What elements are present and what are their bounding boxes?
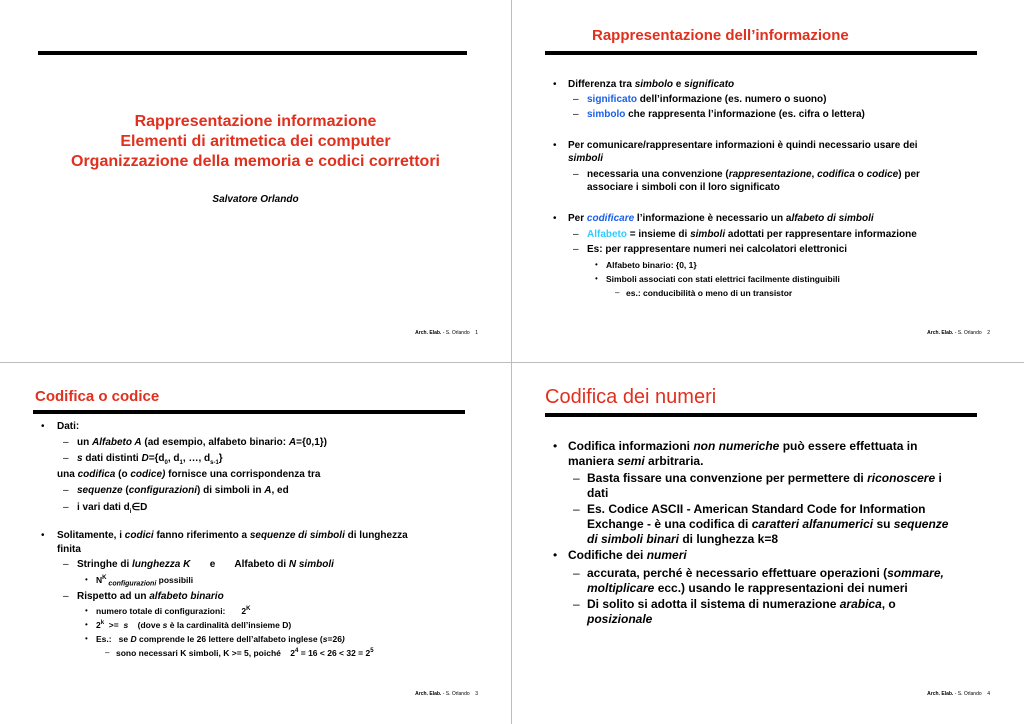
bullet: • xyxy=(553,213,557,224)
sub-text: Alfabeto = insieme di simboli adottati per rappresentare informazione xyxy=(587,229,917,240)
title-rule xyxy=(38,51,467,55)
sub-text: Es. Codice ASCII - American Standard Code for Information xyxy=(587,502,926,516)
page-number: 2 xyxy=(987,330,990,336)
slide-body xyxy=(0,363,511,724)
sub-text: Rispetto ad un alfabeto binario xyxy=(77,591,224,602)
sub-sub-text: Alfabeto binario: {0, 1} xyxy=(606,260,697,270)
sub-sub-text: Es.: se D comprende le 26 lettere dell’alfabeto inglese (s=26) xyxy=(96,634,345,644)
sub-text: Es: per rappresentare numeri nei calcolatori elettronici xyxy=(587,244,848,255)
footer xyxy=(927,691,990,697)
sub-text-cont: dati xyxy=(587,486,609,500)
sub-text: sequenze (configurazioni) di simboli in A, ed xyxy=(77,485,289,496)
dash: – xyxy=(573,471,580,485)
bullet-text-cont: simboli xyxy=(568,153,604,164)
sub-text: significato dell’informazione (es. numero o suono) xyxy=(587,94,827,105)
sub-sub-text: Simboli associati con stati elettrici facilmente distinguibili xyxy=(606,274,840,284)
dash: – xyxy=(63,502,69,513)
dash: – xyxy=(63,591,69,602)
slide-body xyxy=(512,363,1023,724)
bullet: • xyxy=(553,439,558,453)
sub-text: Di solito si adotta il sistema di numerazione arabica, o xyxy=(587,597,896,611)
bullet: • xyxy=(41,530,45,541)
dash: – xyxy=(573,229,579,240)
page-number: 1 xyxy=(475,330,478,336)
footer-author: - S. Orlando xyxy=(954,330,982,336)
sub-text-cont: posizionale xyxy=(587,612,653,626)
slide-3 xyxy=(0,363,511,724)
slide-2 xyxy=(512,0,1023,361)
bullet-text: Per comunicare/rappresentare informazioni è quindi necessario usare dei xyxy=(568,140,918,151)
dash: – xyxy=(63,453,69,464)
bullet: • xyxy=(553,140,557,151)
sub-sub-sub-text: es.: conducibilità o meno di un transistor xyxy=(626,288,793,298)
sub-sub-text: 2$^k$ >= s (dove s è la cardinalità dell’insieme D) xyxy=(96,620,292,630)
bullet-text: Per codificare l’informazione è necessario un alfabeto di simboli xyxy=(568,213,874,224)
page-number: 3 xyxy=(475,691,478,697)
sub-text: Basta fissare una convenzione per permettere di riconoscere i xyxy=(587,471,942,485)
footer xyxy=(927,330,990,336)
sub-sub-sub-text: sono necessari K simboli, K >= 5, poiché $2^4 = 16 < 26 < 32 = 2^5$ xyxy=(116,648,374,658)
slide-4 xyxy=(512,363,1023,724)
bullet-text: Dati: xyxy=(57,421,80,432)
title-block xyxy=(0,112,511,172)
footer xyxy=(415,691,478,697)
bullet: • xyxy=(41,421,45,432)
dash: – xyxy=(573,94,579,105)
bullet-text: Codifica informazioni non numeriche può essere effettuata in xyxy=(568,439,918,453)
footer-author: - S. Orlando xyxy=(442,330,470,336)
sub-text: simbolo che rappresenta l’informazione (es. cifra o lettera) xyxy=(587,109,865,120)
bullet: • xyxy=(595,260,598,269)
bullet-text-cont: finita xyxy=(57,544,81,555)
footer-author: - S. Orlando xyxy=(442,691,470,697)
sub-text: Stringhe di lunghezza K e Alfabeto di N simboli xyxy=(77,559,334,570)
dash: – xyxy=(573,502,580,516)
sub-text: s dati distinti $D=\{d_0$, $d_1$, …, $d_{s-1}$} xyxy=(77,453,223,466)
footer-author: - S. Orlando xyxy=(954,691,982,697)
sub-sub-text: $N^K$ $_{configurazioni}$ possibili xyxy=(96,575,194,588)
footer-course: Arch. Elab. xyxy=(415,691,442,697)
dash: – xyxy=(105,648,110,657)
title-line-3: Organizzazione della memoria e codici correttori xyxy=(71,153,440,170)
sub-text: necessaria una convenzione (rappresentazione, codifica o codice) per xyxy=(587,169,920,180)
bullet-text: Differenza tra simbolo e significato xyxy=(568,79,735,90)
page-number: 4 xyxy=(987,691,990,697)
bullet: • xyxy=(595,274,598,283)
sub-text-cont: Exchange - è una codifica di caratteri alfanumerici su sequenze xyxy=(587,517,949,531)
bullet-text: Codifiche dei numeri xyxy=(568,548,687,562)
bullet-text-cont: maniera semi arbitraria. xyxy=(568,454,704,468)
bullet: • xyxy=(85,634,88,643)
dash: – xyxy=(573,566,580,580)
bullet: • xyxy=(553,548,558,562)
dash: – xyxy=(573,109,579,120)
text-line: una codifica (o codice) fornisce una corrispondenza tra xyxy=(57,469,321,480)
sub-text-cont: moltiplicare ecc.) usando le rappresentazioni dei numeri xyxy=(587,581,908,595)
dash: – xyxy=(615,288,620,297)
dash: – xyxy=(573,244,579,255)
sub-sub-text: numero totale di configurazioni: $2^K$ xyxy=(96,606,251,616)
sub-text-cont: di simboli binari di lunghezza k=8 xyxy=(587,532,779,546)
title-line-1: Rappresentazione informazione xyxy=(134,113,377,130)
sub-text: accurata, perché è necessario effettuare operazioni (sommare, xyxy=(587,566,944,580)
sub-text: i vari dati $d_i\in D$ xyxy=(77,502,148,515)
title-line-2: Elementi di aritmetica dei computer xyxy=(120,133,391,150)
footer-course: Arch. Elab. xyxy=(927,691,954,697)
bullet-text: Solitamente, i codici fanno riferimento a sequenze di simboli di lunghezza xyxy=(57,530,408,541)
bullet: • xyxy=(85,620,88,629)
slide-body xyxy=(512,0,1023,361)
footer xyxy=(415,330,478,336)
dash: – xyxy=(63,485,69,496)
dash: – xyxy=(63,559,69,570)
bullet: • xyxy=(553,79,557,90)
bullet: • xyxy=(85,606,88,615)
bullet: • xyxy=(85,575,88,584)
slide-title: Rappresentazione dell’informazione xyxy=(592,27,849,44)
slide-title: Codifica o codice xyxy=(35,388,160,405)
sub-text-cont: associare i simboli con il loro significato xyxy=(587,182,780,193)
dash: – xyxy=(573,169,579,180)
slide-title: Codifica dei numeri xyxy=(545,386,717,408)
dash: – xyxy=(573,597,580,611)
dash: – xyxy=(63,437,69,448)
sub-text: un Alfabeto A (ad esempio, alfabeto binario: A={0,1}) xyxy=(77,437,327,448)
author: Salvatore Orlando xyxy=(212,194,299,205)
footer-course: Arch. Elab. xyxy=(415,330,442,336)
footer-course: Arch. Elab. xyxy=(927,330,954,336)
slide-1 xyxy=(0,0,511,361)
